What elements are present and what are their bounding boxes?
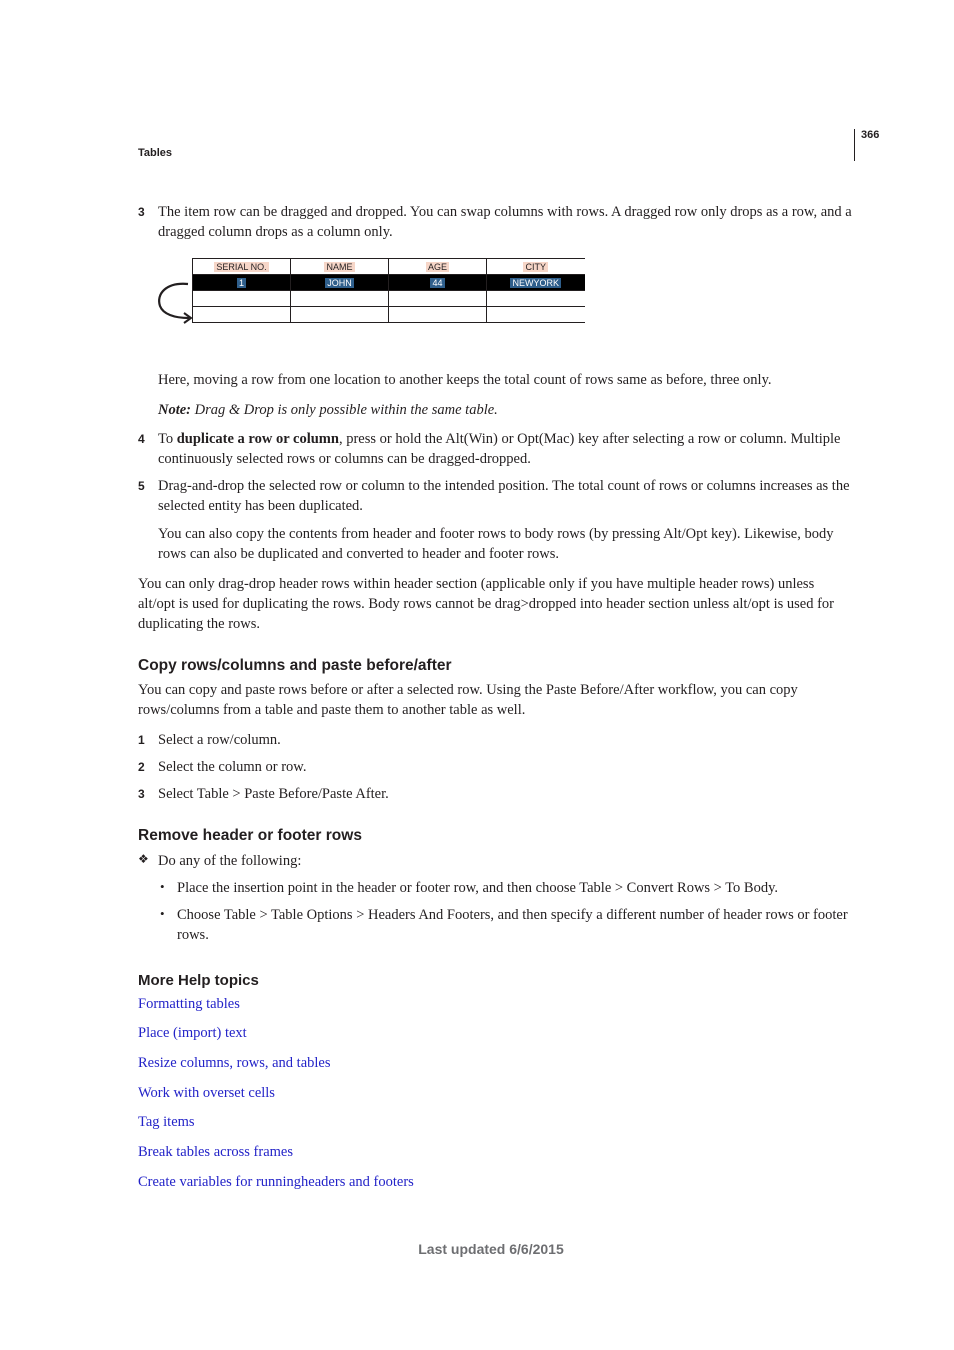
list-item: Place the insertion point in the header or footer row, and then choose Table > Convert Rows > To Body.	[177, 880, 779, 896]
note	[158, 400, 853, 420]
table-cell: 1	[193, 275, 291, 291]
help-link[interactable]: Work with overset cells	[138, 1085, 275, 1101]
step-number: 1	[138, 733, 145, 747]
table-cell	[193, 291, 291, 307]
running-header-section: Tables	[138, 147, 173, 159]
last-updated: Last updated 6/6/2015	[418, 1241, 564, 1257]
header-cell: NAME	[291, 259, 389, 275]
paragraph: Here, moving a row from one location to another keeps the total count of rows same as before, three only.	[158, 372, 772, 388]
table-cell	[389, 307, 487, 323]
figure-table	[192, 258, 585, 323]
header-divider	[854, 129, 855, 161]
list-item: Choose Table > Table Options > Headers And Footers, and then specify a different number of header rows or footer rows.	[177, 907, 848, 943]
drag-arrow-icon	[156, 280, 196, 326]
step-number: 4	[138, 432, 145, 446]
section-heading: Remove header or footer rows	[138, 827, 362, 844]
table-cell: JOHN	[291, 275, 389, 291]
bold-term: duplicate a row or column	[176, 431, 339, 447]
help-link[interactable]: Place (import) text	[138, 1025, 247, 1041]
table-header-row	[193, 259, 585, 275]
table-cell	[487, 291, 585, 307]
step-text: The item row can be dragged and dropped. You can swap columns with rows. A dragged row only drops as a row, and a dragged column drops as a column only.	[158, 204, 852, 240]
header-cell: SERIAL NO.	[193, 259, 291, 275]
table-row	[193, 291, 585, 307]
help-link[interactable]: Create variables for runningheaders and footers	[138, 1174, 414, 1190]
note-text: Drag & Drop is only possible within the same table.	[191, 402, 498, 418]
paragraph: You can only drag-drop header rows within header section (applicable only if you have multiple header rows) unless alt/opt is used for duplicating the rows. Body rows cannot be drag>dropped into header section unless alt/opt is used for duplicating the rows.	[138, 576, 834, 632]
step-text: Select Table > Paste Before/Paste After.	[158, 786, 389, 802]
help-link[interactable]: Tag items	[138, 1114, 195, 1130]
more-help-heading: More Help topics	[138, 972, 259, 989]
step-number: 3	[138, 205, 145, 219]
step-number: 3	[138, 787, 145, 801]
step-text: Drag-and-drop the selected row or column to the intended position. The total count of rows or columns increases as the selected entity has been duplicated.	[158, 478, 850, 514]
table-row	[193, 307, 585, 323]
help-link[interactable]: Formatting tables	[138, 996, 240, 1012]
table-cell: NEWYORK	[487, 275, 585, 291]
paragraph: Do any of the following:	[158, 853, 302, 869]
paragraph: You can copy and paste rows before or after a selected row. Using the Paste Before/After workflow, you can copy rows/columns from a table and paste them to another table as well.	[138, 682, 798, 718]
table-cell	[389, 291, 487, 307]
selected-table-row	[193, 275, 585, 291]
step-number: 2	[138, 760, 145, 774]
table-cell	[291, 307, 389, 323]
header-cell: CITY	[487, 259, 585, 275]
bullet-icon: •	[160, 906, 165, 921]
step-text: Select the column or row.	[158, 759, 307, 775]
bullet-icon: •	[160, 879, 165, 894]
note-label: Note:	[158, 402, 192, 418]
help-link[interactable]: Resize columns, rows, and tables	[138, 1055, 331, 1071]
step-text: Select a row/column.	[158, 732, 281, 748]
section-heading: Copy rows/columns and paste before/after	[138, 657, 452, 674]
table-cell: 44	[389, 275, 487, 291]
table-cell	[291, 291, 389, 307]
help-link[interactable]: Break tables across frames	[138, 1144, 294, 1160]
diamond-bullet-icon: ❖	[138, 852, 149, 866]
step-text: To duplicate a row or column, press or hold the Alt(Win) or Opt(Mac) key after selecting a row or column. Multiple continuously selected rows or columns can be dragged-dropped.	[158, 431, 841, 467]
step-number: 5	[138, 479, 145, 493]
page-number: 366	[861, 129, 880, 141]
header-cell: AGE	[389, 259, 487, 275]
table-cell	[487, 307, 585, 323]
paragraph: You can also copy the contents from header and footer rows to body rows (by pressing Alt/Opt key). Likewise, body rows can also be duplicated and converted to header and footer rows.	[158, 526, 834, 562]
table-cell	[193, 307, 291, 323]
